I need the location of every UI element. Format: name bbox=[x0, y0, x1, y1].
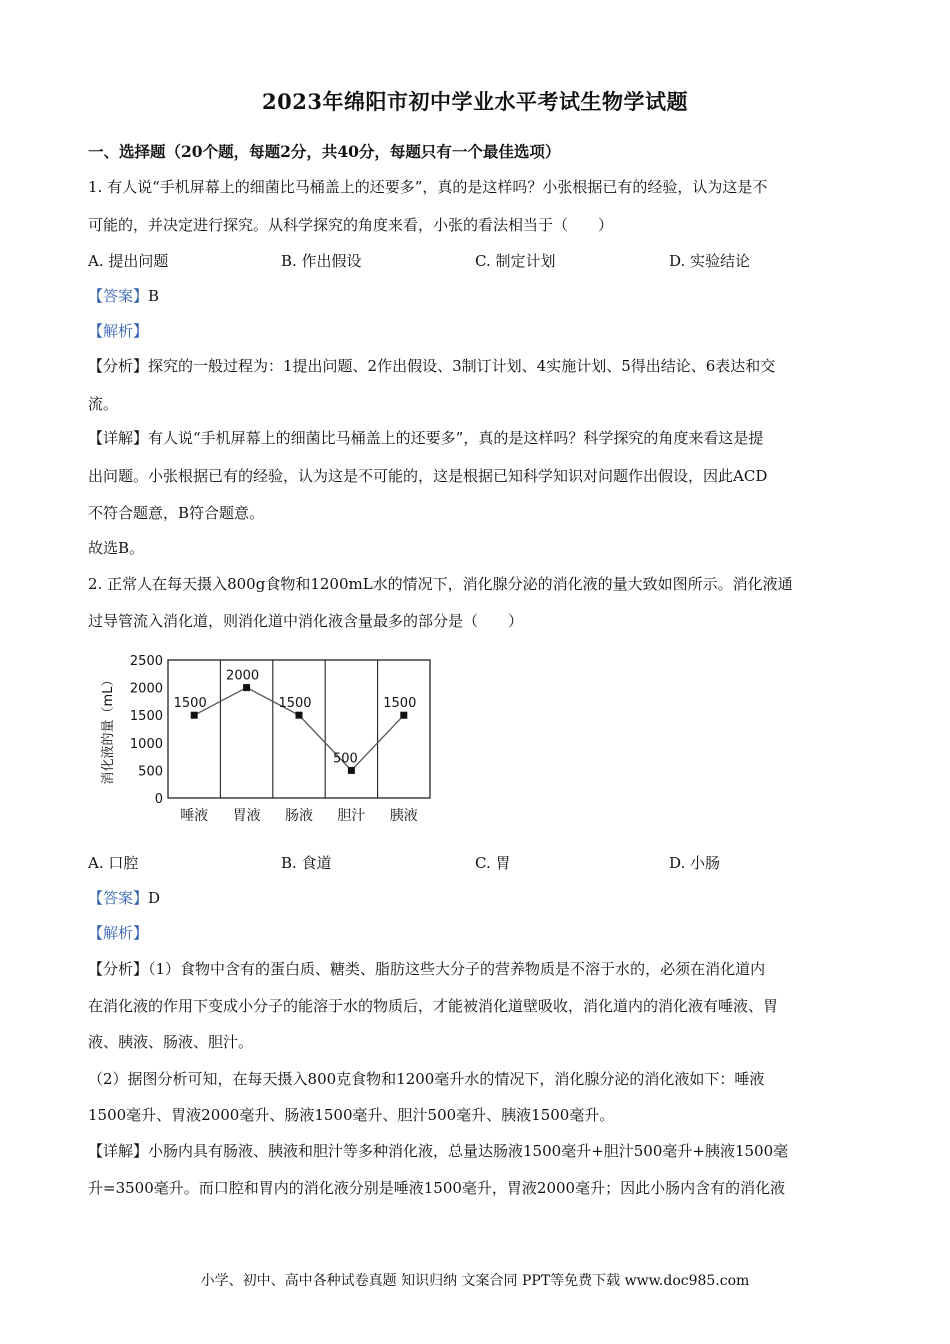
q1-detail-line2: 出问题。小张根据已有的经验，认为这是不可能的，这是根据已知科学知识对问题作出假设，因此ACD bbox=[88, 467, 768, 485]
x-tick-label: 胆汁 bbox=[337, 808, 366, 824]
answer-value: D bbox=[148, 889, 161, 907]
detail-tag: 【详解】 bbox=[88, 429, 149, 447]
q1-option-b: B. 作出假设 bbox=[281, 252, 362, 270]
y-tick-label: 2000 bbox=[129, 681, 163, 697]
q1-stem-line2: 可能的，并决定进行探究。从科学探究的角度来看，小张的看法相当于（ ） bbox=[88, 216, 614, 234]
y-tick-label: 1000 bbox=[129, 736, 163, 752]
q2-fenxi-line1 bbox=[88, 958, 765, 979]
fenxi-tag: 【分析】 bbox=[88, 357, 149, 375]
data-point bbox=[400, 712, 407, 719]
page-title: 2023年绵阳市初中学业水平考试生物学试题 bbox=[262, 89, 688, 114]
data-label: 1500 bbox=[173, 696, 207, 712]
q1-option-c: C. 制定计划 bbox=[475, 252, 556, 270]
answer-tag: 【答案】 bbox=[88, 889, 149, 907]
data-label: 2000 bbox=[226, 668, 260, 684]
q1-option-a: A. 提出问题 bbox=[88, 252, 169, 270]
q1-detail-line3: 不符合题意，B符合题意。 bbox=[88, 504, 265, 522]
x-tick-label: 胃液 bbox=[232, 808, 261, 824]
y-tick-label: 2500 bbox=[129, 654, 163, 669]
q2-analysis-tag: 【解析】 bbox=[88, 924, 149, 942]
fenxi-text: 探究的一般过程为：1提出问题、2作出假设、3制订计划、4实施计划、5得出结论、6表达和交 bbox=[148, 357, 776, 375]
q2-options bbox=[88, 852, 863, 874]
q1-fenxi-line1 bbox=[88, 355, 775, 376]
q2-detail-line2: 升=3500毫升。而口腔和胃内的消化液分别是唾液1500毫升，胃液2000毫升；因此小肠内含有的消化液 bbox=[88, 1179, 786, 1197]
q1-option-d: D. 实验结论 bbox=[669, 252, 751, 270]
q2-fenxi-line2: 在消化液的作用下变成小分子的能溶于水的物质后，才能被消化道壁吸收，消化道内的消化液有唾液、胃 bbox=[88, 997, 779, 1015]
data-label: 500 bbox=[332, 751, 358, 767]
q2-fenxi-line5: 1500毫升、胃液2000毫升、肠液1500毫升、胆汁500毫升、胰液1500毫升。 bbox=[88, 1106, 615, 1124]
data-point bbox=[243, 684, 250, 691]
q1-options bbox=[88, 250, 863, 272]
data-label: 1500 bbox=[383, 696, 417, 712]
q2-stem-line2: 过导管流入消化道，则消化道中消化液含量最多的部分是（ ） bbox=[88, 612, 524, 630]
detail-text: 有人说“手机屏幕上的细菌比马桶盖上的还要多”，真的是这样吗？科学探究的角度来看这是提 bbox=[148, 429, 764, 447]
y-tick-label: 0 bbox=[154, 792, 163, 807]
fenxi-text: （1）食物中含有的蛋白质、糖类、脂肪这些大分子的营养物质是不溶于水的，必须在消化道内 bbox=[148, 960, 766, 978]
data-label: 1500 bbox=[278, 696, 312, 712]
detail-text: 小肠内具有肠液、胰液和胆汁等多种消化液，总量达肠液1500毫升+胆汁500毫升+胰液1500毫 bbox=[148, 1142, 789, 1160]
q2-stem-line1: 2. 正常人在每天摄入800g食物和1200mL水的情况下，消化腺分泌的消化液的量大致如图所示。消化液通 bbox=[88, 575, 793, 593]
q2-fenxi-line4: （2）据图分析可知，在每天摄入800克食物和1200毫升水的情况下，消化腺分泌的消化液如下：唾液 bbox=[88, 1070, 765, 1088]
detail-tag: 【详解】 bbox=[88, 1142, 149, 1160]
x-tick-label: 胰液 bbox=[389, 808, 418, 824]
q2-option-a: A. 口腔 bbox=[88, 854, 139, 872]
x-tick-label: 唾液 bbox=[180, 808, 209, 824]
y-tick-label: 1500 bbox=[129, 709, 163, 725]
q1-answer bbox=[88, 285, 159, 306]
data-point bbox=[348, 767, 355, 774]
data-point bbox=[191, 712, 198, 719]
q2-answer bbox=[88, 887, 160, 908]
y-axis-label: 消化液的量（mL） bbox=[101, 673, 116, 785]
q2-detail-line1 bbox=[88, 1140, 788, 1161]
q2-fenxi-line3: 液、胰液、肠液、胆汁。 bbox=[88, 1033, 254, 1051]
digestive-juice-chart bbox=[100, 650, 440, 830]
y-tick-label: 500 bbox=[138, 764, 163, 780]
q1-conclusion: 故选B。 bbox=[88, 539, 145, 557]
page-footer: 小学、初中、高中各种试卷真题 知识归纳 文案合同 PPT等免费下载 www.doc985.com bbox=[200, 1273, 750, 1289]
q1-fenxi-line2: 流。 bbox=[88, 395, 119, 413]
q1-stem-line1: 1. 有人说“手机屏幕上的细菌比马桶盖上的还要多”，真的是这样吗？小张根据已有的经验，认为这是不 bbox=[88, 178, 768, 196]
answer-value: B bbox=[148, 287, 160, 305]
q2-option-d: D. 小肠 bbox=[669, 854, 721, 872]
fenxi-tag: 【分析】 bbox=[88, 960, 149, 978]
q2-option-b: B. 食道 bbox=[281, 854, 332, 872]
section-heading: 一、选择题（20个题，每题2分，共40分，每题只有一个最佳选项） bbox=[88, 142, 561, 161]
x-tick-label: 肠液 bbox=[285, 808, 313, 824]
q1-detail-line1 bbox=[88, 427, 763, 448]
data-point bbox=[296, 712, 303, 719]
answer-tag: 【答案】 bbox=[88, 287, 149, 305]
q1-analysis-tag: 【解析】 bbox=[88, 322, 149, 340]
q2-option-c: C. 胃 bbox=[475, 854, 511, 872]
